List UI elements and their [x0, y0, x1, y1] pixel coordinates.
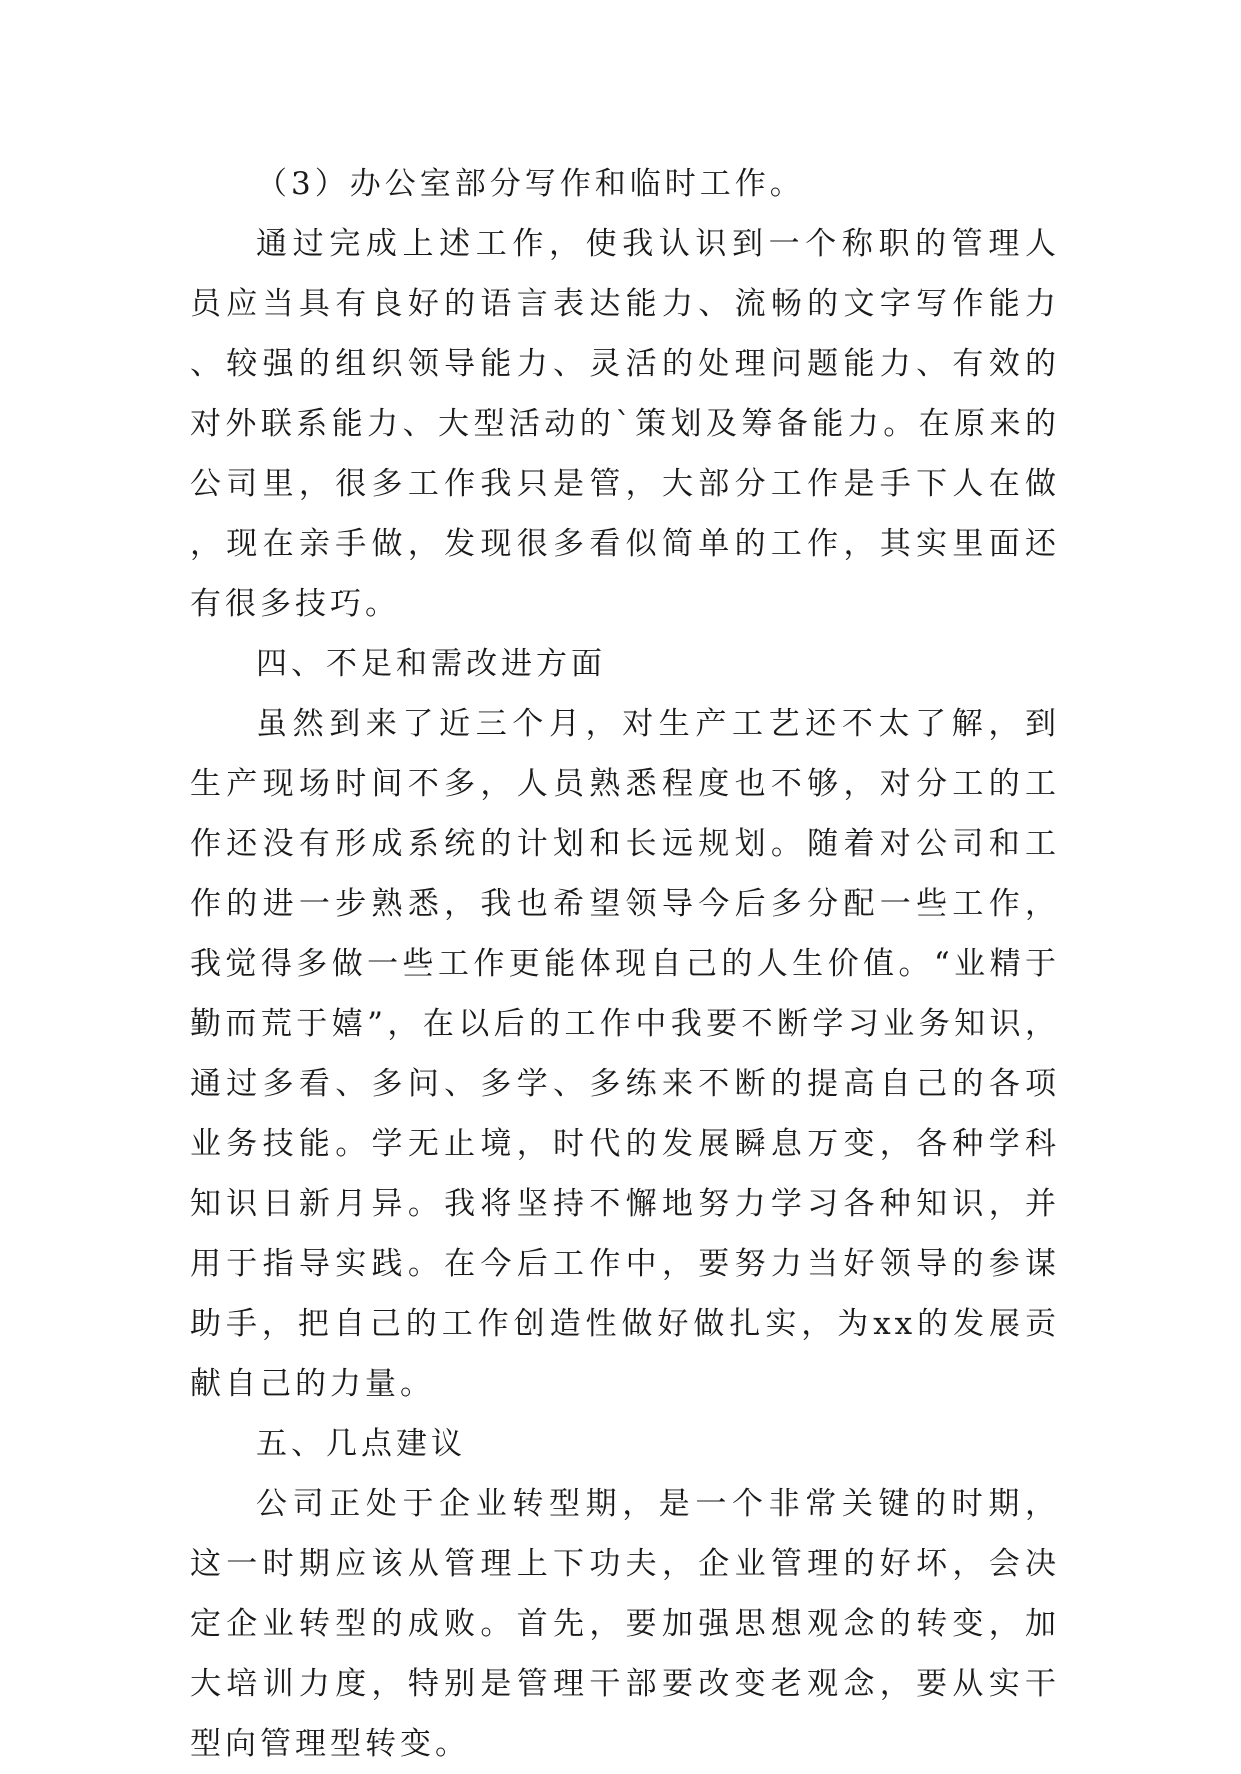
section-heading-suggestions: 五、几点建议 — [256, 1426, 466, 1462]
paragraph-self-reflection: 通过完成上述工作，使我认识到一个称职的管理人员应当具有良好的语言表达能力、流畅的文字写作能力、较强的组织领导能力、灵活的处理问题能力、有效的对外联系能力、大型活动的`策划及筹备能力。在原来的公司里，很多工作我只是管，大部分工作是手下人在做，现在亲手做，发现很多看似简单的工作，其实里面还有很多技巧。 — [190, 226, 1060, 622]
section-heading-shortcomings: 四、不足和需改进方面 — [256, 646, 606, 682]
paragraph-office-work: （3）办公室部分写作和临时工作。 — [256, 166, 805, 202]
document-body — [190, 154, 1060, 1774]
paragraph-suggestions: 公司正处于企业转型期，是一个非常关键的时期，这一时期应该从管理上下功夫，企业管理的好坏，会决定企业转型的成败。首先，要加强思想观念的转变，加大培训力度，特别是管理干部要改变老观念，要从实干型向管理型转变。 — [190, 1486, 1060, 1762]
paragraph-shortcomings: 虽然到来了近三个月，对生产工艺还不太了解，到生产现场时间不多，人员熟悉程度也不够，对分工的工作还没有形成系统的计划和长远规划。随着对公司和工作的进一步熟悉，我也希望领导今后多分配一些工作，我觉得多做一些工作更能体现自己的人生价值。“业精于勤而荒于嬉”，在以后的工作中我要不断学习业务知识，通过多看、多问、多学、多练来不断的提高自己的各项业务技能。学无止境，时代的发展瞬息万变，各种学科知识日新月异。我将坚持不懈地努力学习各种知识，并用于指导实践。在今后工作中，要努力当好领导的参谋助手，把自己的工作创造性做好做扎实，为xx的发展贡献自己的力量。 — [190, 706, 1060, 1402]
